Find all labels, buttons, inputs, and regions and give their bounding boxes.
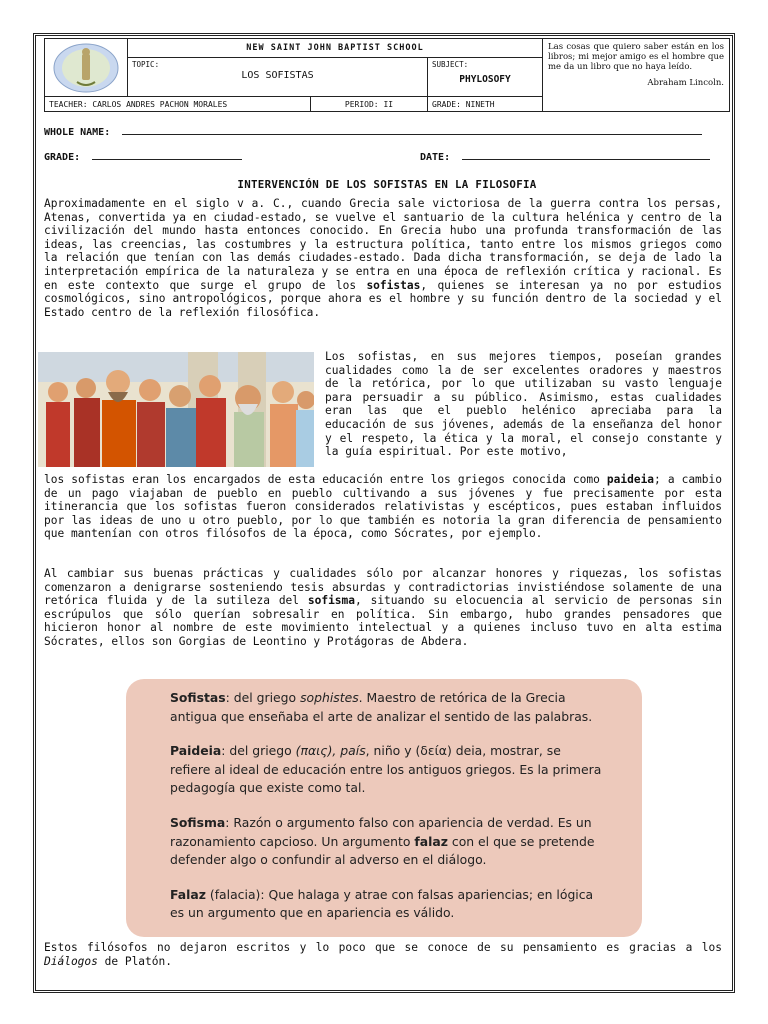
glossary-box xyxy=(126,679,642,937)
period-cell: PERIOD: II xyxy=(311,97,428,112)
glossary-entry-sofisma: Sofisma: Razón o argumento falso con apariencia de verdad. Es un razonamiento capcioso. Un argumento falaz con el que se pretende defender algo o confundir al adverso en el diálogo. xyxy=(170,814,595,868)
grade-label: GRADE: xyxy=(44,152,81,163)
name-field[interactable] xyxy=(44,126,702,138)
subject-value: PHYLOSOFY xyxy=(459,73,511,85)
glossary-entry-falaz: Falaz (falacia): Que halaga y atrae con falsas apariencias; en lógica es un argumento que en apariencia es válido. xyxy=(170,886,594,921)
paragraph-4: Estos filósofos no dejaron escritos y lo poco que se conoce de su pensamiento es gracias a los Diálogos de Platón. xyxy=(44,941,722,968)
quote-box xyxy=(543,39,730,112)
grade-field[interactable] xyxy=(44,151,242,163)
topic-label: TOPIC: xyxy=(132,59,160,69)
header-table xyxy=(44,38,730,112)
teacher-cell: TEACHER: CARLOS ANDRES PACHON MORALES xyxy=(45,97,311,112)
school-logo xyxy=(45,39,127,96)
paragraph-1: Aproximadamente en el siglo v a. C., cuando Grecia sale victoriosa de la guerra contra los persas, Atenas, convertida ya en ciudad-estado, se vuelve el santuario de la cultura helénica y centro de la civilización del mundo hasta entonces conocido. En Grecia hubo una profunda transformación de las ideas, las creencias, las costumbres y la estructura política, tanto entre los mismos griegos como la relación que tenían con las demás ciudades-estado. Dada dicha transformación, se deja de lado la interpretación empírica de la naturaleza y se entra en una época de reflexión crítica y racional. Es en este contexto que surge el grupo de los sofistas, quienes se interesan ya no por estudios cosmológicos, sino antropológicos, porque ahora es el hombre y su función dentro de la sociedad y el Estado centro de la reflexión filosófica. xyxy=(44,197,722,319)
date-line[interactable] xyxy=(462,151,710,160)
subject-label: SUBJECT: xyxy=(432,59,469,69)
glossary-entry-paideia: Paideia: del griego (παις), país, niño y (δεία) deia, mostrar, se refiere al ideal de educación entre los antiguos griegos. Es la primera pedagogía que existe como tal. xyxy=(170,743,602,796)
subject-cell xyxy=(428,57,543,97)
paragraph-2-side: Los sofistas, en sus mejores tiempos, poseían grandes cualidades como la de ser excelentes oradores y maestros de la retórica, por lo que utilizaban su vasto lenguaje para persuadir a su público. Asimismo, estas cualidades eran las que el pueblo helénico apreciaba para la educación de sus jóvenes, además de la enseñanza del honor y el respeto, la ética y la moral, el consejo constante y la guía espiritual. Por este motivo, xyxy=(325,350,722,459)
date-label: DATE: xyxy=(420,152,451,163)
quote-author: Abraham Lincoln. xyxy=(647,78,724,88)
school-logo-cell xyxy=(45,39,128,97)
article-title: INTERVENCIÓN DE LOS SOFISTAS EN LA FILOSOFIA xyxy=(237,178,537,191)
sophists-illustration xyxy=(38,352,314,467)
date-field[interactable] xyxy=(420,151,710,163)
paragraph-3: Al cambiar sus buenas prácticas y cualidades sólo por alcanzar honores y riquezas, los sofistas comenzaron a denigrarse sosteniendo tesis absurdas y contradictorias invistiéndose solamente de una retórica fluida y de la sutileza del sofisma, situando su elocuencia al servicio de personas sin escrúpulos que sólo querían sobresalir en política. Sin embargo, hubo grandes pensadores que hicieron honor al nombre de este movimiento intelectual y a quienes incluso tuvo en alta estima Sócrates, ellos son Gorgias de Leontino y Protágoras de Abdera. xyxy=(44,567,722,648)
paragraph-2: los sofistas eran los encargados de esta educación entre los griegos conocida como paideia; a cambio de un pago viajaban de pueblo en pueblo cultivando a sus jóvenes y fue precisamente por esta itinerancia que los sofistas fueron considerados relativistas y escépticos, pues estaban influidos por las ideas de uno u otro pueblo, por lo que también es notoria la gran diferencia de pensamiento que mantenían con otros filósofos de la época, como Sócrates, por ejemplo. xyxy=(44,473,722,541)
name-line[interactable] xyxy=(122,126,702,135)
topic-cell xyxy=(128,57,428,97)
grade-cell: GRADE: NINETH xyxy=(428,97,543,112)
school-name: NEW SAINT JOHN BAPTIST SCHOOL xyxy=(128,39,543,58)
glossary-entry-sofistas: Sofistas: del griego sophistes. Maestro de retórica de la Grecia antigua que enseñaba el arte de analizar el sentido de las palabras. xyxy=(170,690,593,724)
name-label: WHOLE NAME: xyxy=(44,127,111,138)
quote-text: Las cosas que quiero saber están en los libros; mi mejor amigo es el hombre que me da un libro que no haya leído. xyxy=(548,42,724,72)
grade-line[interactable] xyxy=(92,151,242,160)
topic-value: LOS SOFISTAS xyxy=(241,69,314,81)
